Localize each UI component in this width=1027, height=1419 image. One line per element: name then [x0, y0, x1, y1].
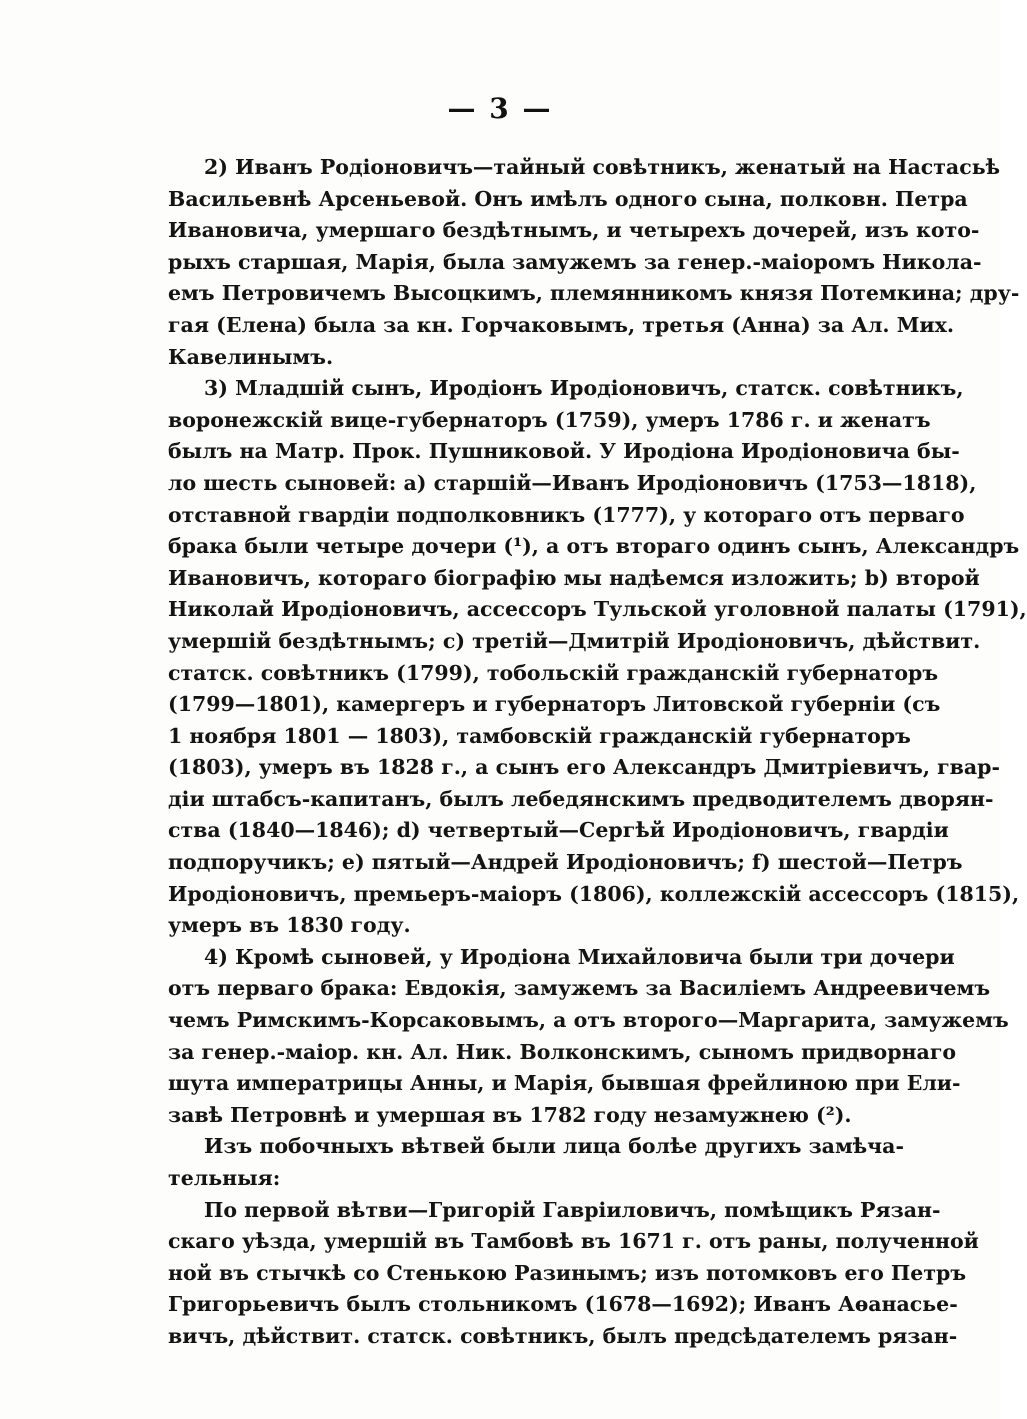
body-text: [168, 152, 1027, 1353]
text-line: (1799—1801), камергеръ и губернаторъ Литовской губерніи (съ: [168, 692, 941, 717]
text-line: гая (Елена) была за кн. Горчаковымъ, третья (Анна) за Ал. Мих.: [168, 312, 954, 337]
text-line: статск. совѣтникъ (1799), тобольскій гражданскій губернаторъ: [168, 660, 939, 685]
text-line: Васильевнѣ Арсеньевой. Онъ имѣлъ одного сына, полковн. Петра: [168, 186, 968, 211]
text-line: рыхъ старшая, Марія, была замужемъ за генер.-маіоромъ Никола-: [168, 249, 982, 274]
text-line: отставной гвардіи подполковникъ (1777), у котораго отъ перваго: [168, 502, 965, 527]
text-line: 1 ноября 1801 — 1803), тамбовскій гражданскій губернаторъ: [168, 723, 911, 748]
text-line: подпоручикъ; e) пятый—Андрей Иродіоновичъ; f) шестой—Петръ: [168, 850, 963, 875]
text-line: Изъ побочныхъ вѣтвей были лица болѣе другихъ замѣча-: [204, 1134, 904, 1159]
text-line: скаго уѣзда, умершій въ Тамбовѣ въ 1671 г. отъ раны, полученной: [168, 1229, 979, 1254]
text-line: Николай Иродіоновичъ, ассессоръ Тульской уголовной палаты (1791),: [168, 597, 1027, 622]
text-line: тельныя:: [168, 1166, 281, 1190]
text-line: ства (1840—1846); d) четвертый—Сергѣй Иродіоновичъ, гвардіи: [168, 818, 949, 843]
text-line: (1803), умеръ въ 1828 г., а сынъ его Александръ Дмитріевичъ, гвар-: [168, 755, 1001, 780]
page-number: — 3 —: [447, 92, 553, 125]
text-line: чемъ Римскимъ-Корсаковымъ, а отъ второго—Маргарита, замужемъ: [168, 1008, 1009, 1033]
text-line: умеръ въ 1830 году.: [168, 913, 411, 938]
text-line: Кавелинымъ.: [168, 344, 334, 369]
text-line: По первой вѣтви—Григорій Гавріиловичъ, помѣщикъ Рязан-: [204, 1197, 941, 1222]
text-line: воронежскій вице-губернаторъ (1759), умеръ 1786 г. и женатъ: [168, 407, 931, 432]
text-line: за генер.-маіор. кн. Ал. Ник. Волконскимъ, сыномъ придворнаго: [168, 1039, 957, 1064]
text-line: Григорьевичъ былъ стольникомъ (1678—1692); Иванъ Аѳанасье-: [168, 1292, 958, 1317]
text-line: Иродіоновичъ, премьеръ-маіоръ (1806), коллежскій ассессоръ (1815),: [168, 881, 1020, 906]
text-line: вичъ, дѣйствит. статск. совѣтникъ, былъ предсѣдателемъ рязан-: [168, 1323, 958, 1348]
text-line: ло шесть сыновей: a) старшій—Иванъ Иродіоновичъ (1753—1818),: [168, 470, 977, 495]
text-line: 2) Иванъ Родіоновичъ—тайный совѣтникъ, женатый на Настасьѣ: [204, 155, 1001, 179]
text-line: Ивановича, умершаго бездѣтнымъ, и четырехъ дочерей, изъ кото-: [168, 218, 980, 243]
text-line: былъ на Матр. Прок. Пушниковой. У Иродіона Иродіоновича бы-: [168, 439, 960, 464]
text-line: Ивановичъ, котораго біографію мы надѣемся изложить; b) второй: [168, 565, 980, 590]
text-line: 3) Младшій сынъ, Иродіонъ Иродіоновичъ, статск. совѣтникъ,: [204, 376, 964, 401]
text-line: 4) Кромѣ сыновей, у Иродіона Михайловича были три дочери: [204, 944, 955, 969]
text-line: шута императрицы Анны, и Марія, бывшая фрейлиною при Ели-: [168, 1071, 961, 1096]
text-line: отъ перваго брака: Евдокія, замужемъ за Василіемъ Андреевичемъ: [168, 976, 991, 1001]
text-line: емъ Петровичемъ Высоцкимъ, племянникомъ князя Потемкина; дру-: [168, 281, 1020, 306]
text-line: ной въ стычкѣ со Стенькою Разинымъ; изъ потомковъ его Петръ: [168, 1260, 967, 1285]
text-line: діи штабсъ-капитанъ, былъ лебедянскимъ предводителемъ дворян-: [168, 786, 994, 811]
text-line: брака были четыре дочери (¹), а отъ втораго одинъ сынъ, Александръ: [168, 534, 1020, 559]
text-line: завѣ Петровнѣ и умершая въ 1782 году незамужнею (²).: [168, 1102, 852, 1127]
text-line: умершій бездѣтнымъ; c) третій—Дмитрій Иродіоновичъ, дѣйствит.: [168, 628, 981, 653]
